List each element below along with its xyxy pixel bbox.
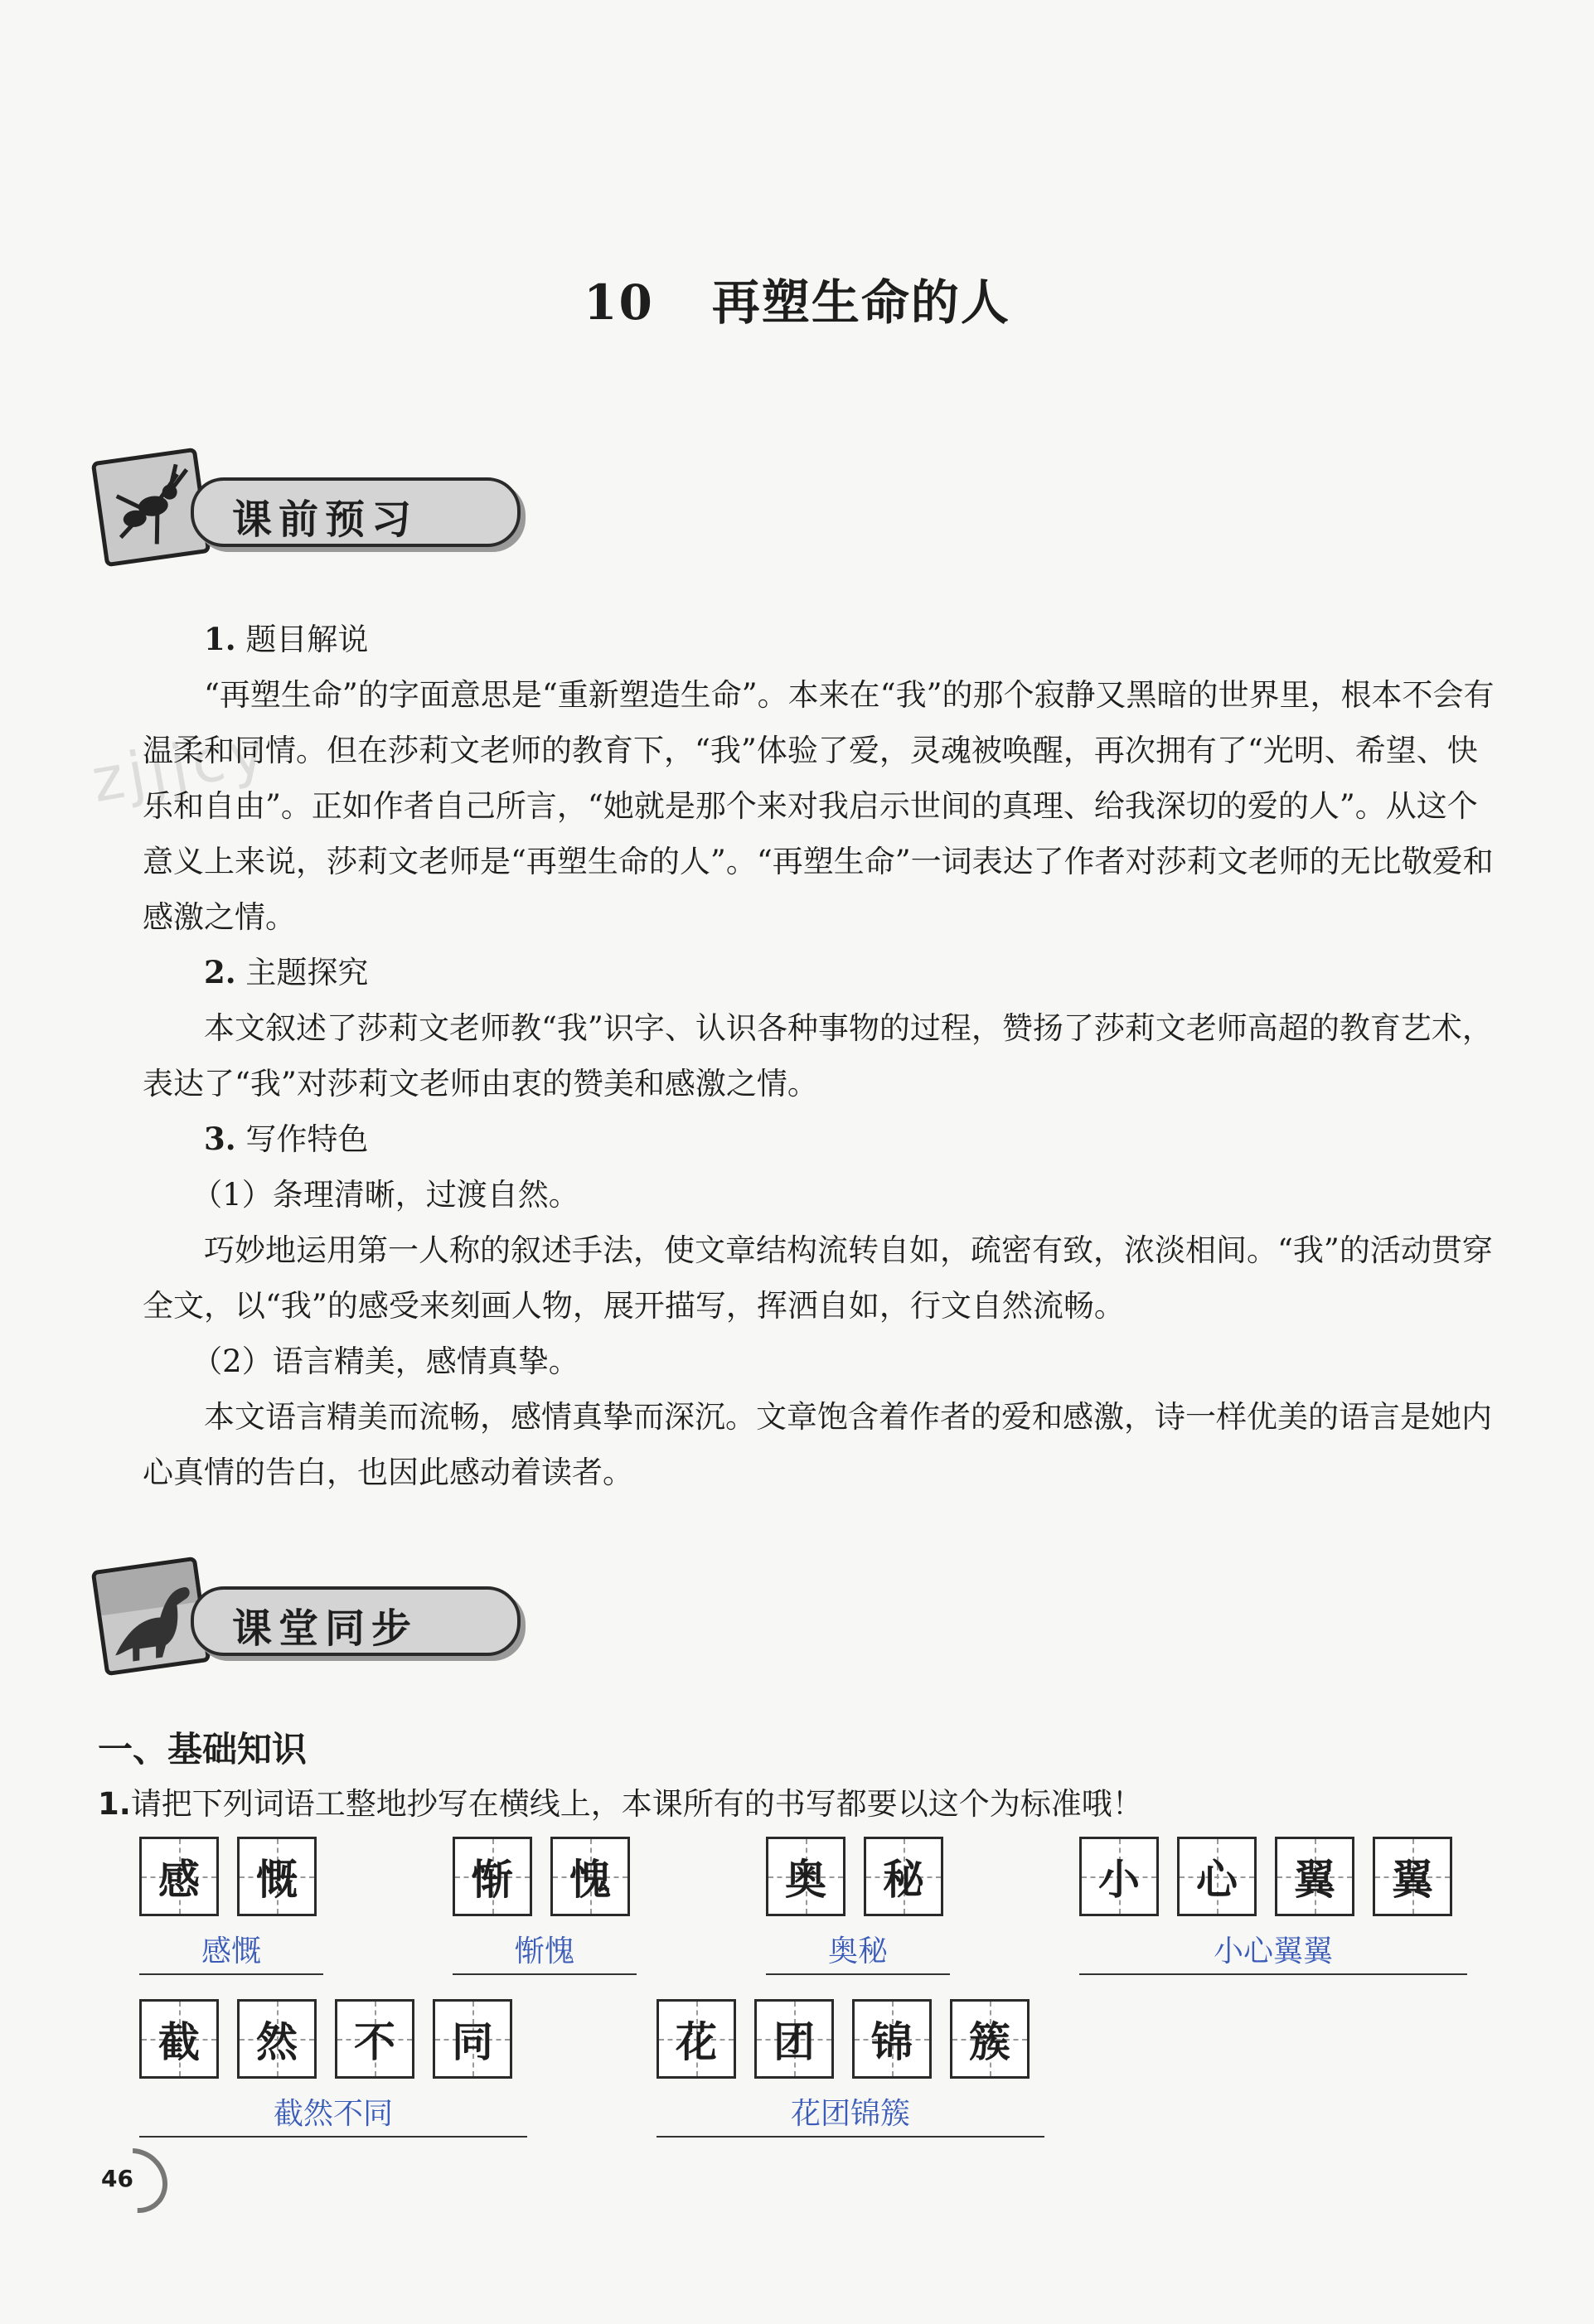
class-banner-label-pill xyxy=(191,1586,521,1656)
preview-banner-label-pill xyxy=(191,477,521,547)
section-heading-2: 2. 主题探究 xyxy=(204,954,369,990)
writing-cell: 翼 xyxy=(1275,1837,1354,1916)
answer-line[interactable]: 截然不同 xyxy=(139,2090,527,2138)
preview-content xyxy=(143,612,1504,1500)
word-group-2 xyxy=(453,1837,637,1975)
writing-cell: 然 xyxy=(237,1999,317,2079)
writing-cell: 慨 xyxy=(237,1837,317,1916)
answer-line[interactable]: 奥秘 xyxy=(766,1928,950,1975)
class-banner-label: 课堂同步 xyxy=(232,1605,419,1652)
writing-cell: 团 xyxy=(754,1999,834,2079)
preview-banner xyxy=(98,454,463,567)
writing-cell: 截 xyxy=(139,1999,219,2079)
chapter-number: 10 xyxy=(584,274,654,331)
watermark: zjjjcy xyxy=(86,715,275,816)
writing-cell: 奥 xyxy=(766,1837,845,1916)
question-1: 1.请把下列词语工整地抄写在横线上，本课所有的书写都要以这个为标准哦！ xyxy=(98,1786,1143,1822)
basic-knowledge-heading: 一、基础知识 xyxy=(98,1729,308,1770)
section-paragraph-2: 本文叙述了莎莉文老师教“我”识字、认识各种事物的过程，赞扬了莎莉文老师高超的教育艺术，表达了“我”对莎莉文老师由衷的赞美和感激之情。 xyxy=(143,1010,1493,1101)
section-heading-1: 1. 题目解说 xyxy=(204,621,369,657)
word-group-3 xyxy=(766,1837,950,1975)
section-paragraph-1: “再塑生命”的字面意思是“重新塑造生命”。本来在“我”的那个寂静又黑暗的世界里，根本不会有温柔和同情。但在莎莉文老师的教育下，“我”体验了爱，灵魂被唤醒，再次拥有了“光明、希望、快乐和自由”。正如作者自己所言，“她就是那个来对我启示世间的真理、给我深切的爱的人”。从这个意义上来说，莎莉文老师是“再塑生命的人”。“再塑生命”一词表达了作者对莎莉文老师的无比敬爱和感激之情。 xyxy=(143,677,1495,935)
subheading-2: （2）语言精美，感情真挚。 xyxy=(191,1344,579,1379)
chapter-title xyxy=(0,264,1594,333)
writing-cell: 心 xyxy=(1177,1837,1257,1916)
answer-line[interactable]: 花团锦簇 xyxy=(656,2090,1044,2138)
writing-cell: 翼 xyxy=(1373,1837,1452,1916)
answer-line[interactable]: 感慨 xyxy=(139,1928,323,1975)
writing-cell: 簇 xyxy=(950,1999,1030,2079)
subparagraph-1: 巧妙地运用第一人称的叙述手法，使文章结构流转自如，疏密有致，浓淡相间。“我”的活动贯穿全文，以“我”的感受来刻画人物，展开描写，挥洒自如，行文自然流畅。 xyxy=(143,1232,1493,1324)
word-group-5 xyxy=(139,1999,527,2138)
writing-cell: 感 xyxy=(139,1837,219,1916)
chapter-name: 再塑生命的人 xyxy=(711,274,1010,331)
section-heading-3: 3. 写作特色 xyxy=(204,1121,369,1157)
subparagraph-2: 本文语言精美而流畅，感情真挚而深沉。文章饱含着作者的爱和感激，诗一样优美的语言是她内心真情的告白，也因此感动着读者。 xyxy=(143,1399,1492,1490)
writing-cell: 秘 xyxy=(864,1837,943,1916)
writing-cell: 同 xyxy=(433,1999,512,2079)
writing-cell: 不 xyxy=(335,1999,414,2079)
word-group-1 xyxy=(139,1837,323,1975)
page-number: 46 xyxy=(93,2150,167,2203)
writing-cell: 愧 xyxy=(550,1837,630,1916)
answer-line[interactable]: 小心翼翼 xyxy=(1079,1928,1467,1975)
writing-cell: 锦 xyxy=(852,1999,932,2079)
word-group-6 xyxy=(656,1999,1044,2138)
writing-cell: 惭 xyxy=(453,1837,532,1916)
writing-cell: 花 xyxy=(656,1999,736,2079)
word-group-4 xyxy=(1079,1837,1467,1975)
subheading-1: （1）条理清晰，过渡自然。 xyxy=(191,1177,579,1213)
preview-banner-label: 课前预习 xyxy=(232,496,419,543)
class-banner xyxy=(98,1563,463,1676)
writing-cell: 小 xyxy=(1079,1837,1159,1916)
answer-line[interactable]: 惭愧 xyxy=(453,1928,637,1975)
